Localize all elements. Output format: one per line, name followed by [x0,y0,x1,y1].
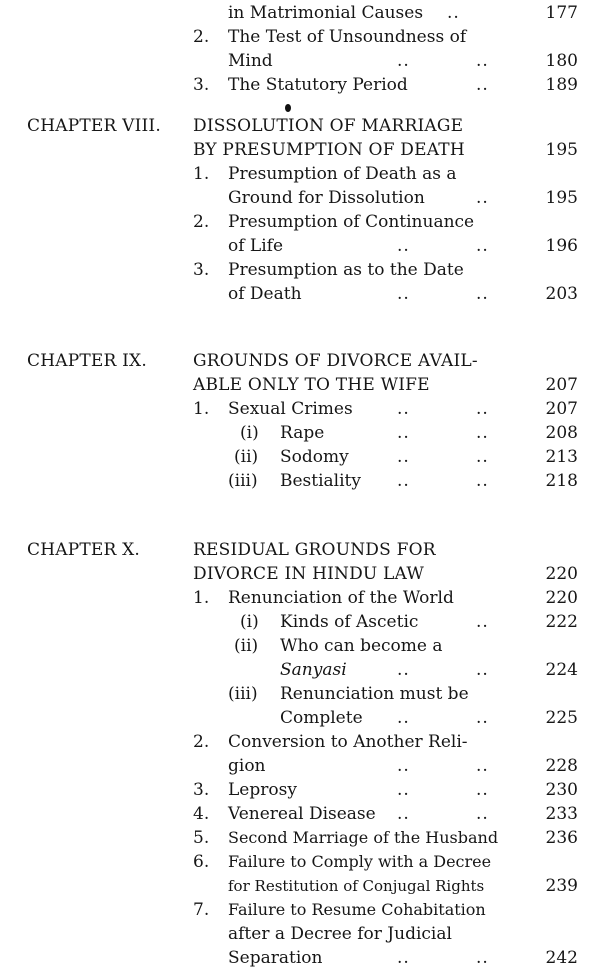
page-number: 207 [545,399,578,419]
dot-leader: .. [397,756,410,776]
page-number: 180 [545,51,578,71]
page-number: 222 [545,612,578,632]
toc-entry: Renunciation must be [280,684,469,704]
entry-number: 1. [193,164,210,184]
entry-number: 3. [193,260,210,280]
page-number: 218 [545,471,578,491]
toc-entry: The Test of Unsoundness of [228,27,467,47]
dot-leader: .. [397,284,410,304]
toc-entry: Presumption of Continuance [228,212,475,232]
dot-leader: .. [397,399,410,419]
toc-entry: Complete [280,708,363,728]
page-number: 213 [545,447,578,467]
dot-leader: .. [476,612,489,632]
page-number: 207 [545,375,578,395]
toc-entry: The Statutory Period [228,75,408,95]
entry-number: (i) [240,423,259,443]
chapter-title: DIVORCE IN HINDU LAW [193,564,425,584]
entry-number: 7. [193,900,210,920]
chapter-title: DISSOLUTION OF MARRIAGE [193,116,464,136]
dot-leader: .. [397,660,410,680]
toc-entry: Ground for Dissolution [228,188,425,208]
entry-number: 1. [193,588,210,608]
page-number: 225 [545,708,578,728]
toc-entry: Who can become a [280,636,443,656]
chapter-title: BY PRESUMPTION OF DEATH [193,140,465,160]
dot-leader: .. [397,948,410,968]
entry-number: 2. [193,27,210,47]
page-number: 239 [545,876,578,896]
page-number: 236 [545,828,578,848]
entry-number: 3. [193,75,210,95]
page-number: 195 [545,188,578,208]
dot-leader: .. [397,423,410,443]
page-number: 189 [545,75,578,95]
chapter-label: CHAPTER IX. [27,351,147,371]
toc-entry: Renunciation of the World [228,588,454,608]
toc-entry: Presumption of Death as a [228,164,457,184]
page-number: 195 [545,140,578,160]
entry-number: (iii) [228,471,258,491]
chapter-title: ABLE ONLY TO THE WIFE [193,375,430,395]
toc-entry: Failure to Comply with a Decree [228,852,492,871]
page-number: 230 [545,780,578,800]
dot-leader: .. [397,447,410,467]
entry-number: (iii) [228,684,258,704]
toc-entry: gion [228,756,266,776]
page-number: 228 [545,756,578,776]
dot-leader: .. [476,948,489,968]
chapter-title: GROUNDS OF DIVORCE AVAIL- [193,351,478,371]
dot-leader: .. [476,51,489,71]
entry-number: 4. [193,804,210,824]
dot-leader: .. [397,236,410,256]
chapter-label: CHAPTER X. [27,540,141,560]
dot-leader: .. [476,471,489,491]
entry-number: 2. [193,732,210,752]
dot-leader: .. [476,236,489,256]
dot-leader: .. [476,423,489,443]
page-number: 242 [545,948,578,968]
dot-leader: .. [397,51,410,71]
dot-leader: .. [447,3,460,23]
dot-leader: .. [476,660,489,680]
entry-number: 5. [193,828,210,848]
dot-leader: .. [476,399,489,419]
dot-leader: .. [476,284,489,304]
toc-entry: Presumption as to the Date [228,260,464,280]
dot-leader: .. [476,188,489,208]
toc-entry: Failure to Resume Cohabitation [228,900,486,919]
entry-number: (i) [240,612,259,632]
dot-leader: .. [397,471,410,491]
dot-leader: .. [397,804,410,824]
toc-entry: Second Marriage of the Husband [228,828,499,847]
dot-leader: .. [397,708,410,728]
page-number: 203 [545,284,578,304]
entry-number: 1. [193,399,210,419]
toc-entry: Conversion to Another Reli- [228,732,468,752]
toc-entry: Sodomy [280,447,349,467]
toc-entry: for Restitution of Conjugal Rights [228,877,485,895]
page-number: 208 [545,423,578,443]
dot-leader: .. [397,780,410,800]
toc-entry: Venereal Disease [228,804,376,824]
dot-leader: .. [476,756,489,776]
toc-entry: Bestiality [280,471,361,491]
page-number: 233 [545,804,578,824]
chapter-title: RESIDUAL GROUNDS FOR [193,540,436,560]
toc-entry: Kinds of Ascetic [280,612,419,632]
toc-entry: of Death [228,284,302,304]
toc-entry: of Life [228,236,284,256]
ink-speck [285,104,291,112]
dot-leader: .. [476,75,489,95]
toc-entry: Mind [228,51,273,71]
chapter-label: CHAPTER VIII. [27,116,161,136]
entry-number: (ii) [234,636,259,656]
entry-number: 6. [193,852,210,872]
page-number: 220 [545,564,578,584]
toc-entry: Leprosy [228,780,297,800]
page-number: 196 [545,236,578,256]
toc-entry: Sexual Crimes [228,399,353,419]
dot-leader: .. [476,804,489,824]
dot-leader: .. [476,708,489,728]
entry-number: (ii) [234,447,259,467]
dot-leader: .. [476,447,489,467]
entry-number: 3. [193,780,210,800]
toc-entry: Rape [280,423,325,443]
page-number: 177 [545,3,578,23]
entry-number: 2. [193,212,210,232]
toc-entry: in Matrimonial Causes [228,3,424,23]
toc-entry: Separation [228,948,323,968]
toc-entry: Sanyasi [280,660,347,680]
toc-entry: after a Decree for Judicial [228,924,452,944]
dot-leader: .. [476,780,489,800]
page-number: 224 [545,660,578,680]
page-number: 220 [545,588,578,608]
